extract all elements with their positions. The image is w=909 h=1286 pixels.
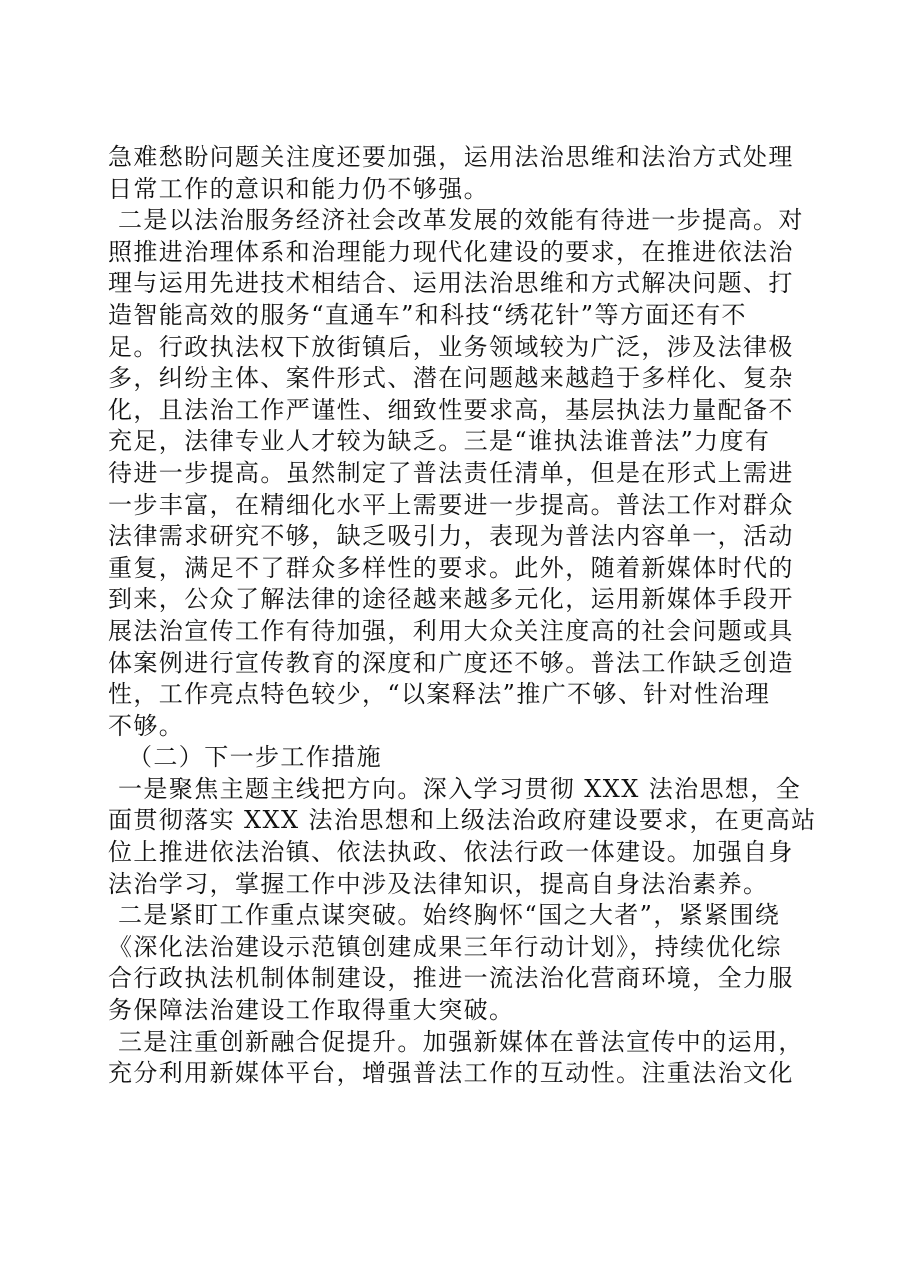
text-line: 到来，公众了解法律的途径越来越多元化，运用新媒体手段开 [108,585,794,614]
text-line: 多，纠纷主体、案件形式、潜在问题越来越趋于多样化、复杂 [108,364,794,393]
text-line: 充分利用新媒体平台，增强普法工作的互动性。注重法治文化 [108,1059,794,1088]
text-line: 性，工作亮点特色较少，“以案释法”推广不够、针对性治理 [108,680,771,709]
text-line: 待进一步提高。虽然制定了普法责任清单，但是在形式上需进 [108,458,794,487]
paragraph-start: 二是以法治服务经济社会改革发展的效能有待进一步提高。对 [118,206,804,235]
text-line: 化，且法治工作严谨性、细致性要求高，基层执法力量配备不 [108,395,794,424]
paragraph-start: 二是紧盯工作重点谋突破。始终胸怀“国之大者”，紧紧围绕 [118,901,781,930]
text-line: 合行政执法机制体制建设，推进一流法治化营商环境，全力服 [108,964,794,993]
text-line: 《深化法治建设示范镇创建成果三年行动计划》，持续优化综 [108,932,782,961]
text-line: 法律需求研究不够，缺乏吸引力，表现为普法内容单一，活动 [108,522,794,551]
text-line: 法治学习，掌握工作中涉及法律知识，提高自身法治素养。 [108,869,769,898]
text-line: 理与运用先进技术相结合、运用法治思维和方式解决问题、打 [108,269,794,298]
text-line: 照推进治理体系和治理能力现代化建设的要求，在推进依法治 [108,237,794,266]
text-line: 重复，满足不了群众多样性的要求。此外，随着新媒体时代的 [108,553,794,582]
document-body [108,142,817,1090]
text-line: 体案例进行宣传教育的深度和广度还不够。普法工作缺乏创造 [108,648,794,677]
paragraph-start: 一是聚焦主题主线把方向。深入学习贯彻 XXX 法治思想，全 [118,774,802,803]
text-line: 足。行政执法权下放街镇后，业务领域较为广泛，涉及法律极 [108,332,794,361]
text-line: 急难愁盼问题关注度还要加强，运用法治思维和法治方式处理 [108,143,794,171]
text-line: 日常工作的意识和能力仍不够强。 [108,174,489,203]
paragraph-start: 三是注重创新融合促提升。加强新媒体在普法宣传中的运用， [118,1027,804,1056]
text-line: 面贯彻落实 XXX 法治思想和上级法治政府建设要求，在更高站 [108,806,817,835]
text-line: 务保障法治建设工作取得重大突破。 [108,996,515,1025]
text-line: 位上推进依法治镇、依法执政、依法行政一体建设。加强自身 [108,838,794,867]
section-heading: （二）下一步工作措施 [128,743,382,772]
text-line: 充足，法律专业人才较为缺乏。三是“谁执法谁普法”力度有 [108,427,771,456]
text-line: 展法治宣传工作有待加强，利用大众关注度高的社会问题或具 [108,616,794,645]
text-line: 一步丰富，在精细化水平上需要进一步提高。普法工作对群众 [108,490,794,519]
text-line: 不够。 [108,711,185,740]
text-line: 造智能高效的服务“直通车”和科技“绣花针”等方面还有不 [108,300,747,329]
